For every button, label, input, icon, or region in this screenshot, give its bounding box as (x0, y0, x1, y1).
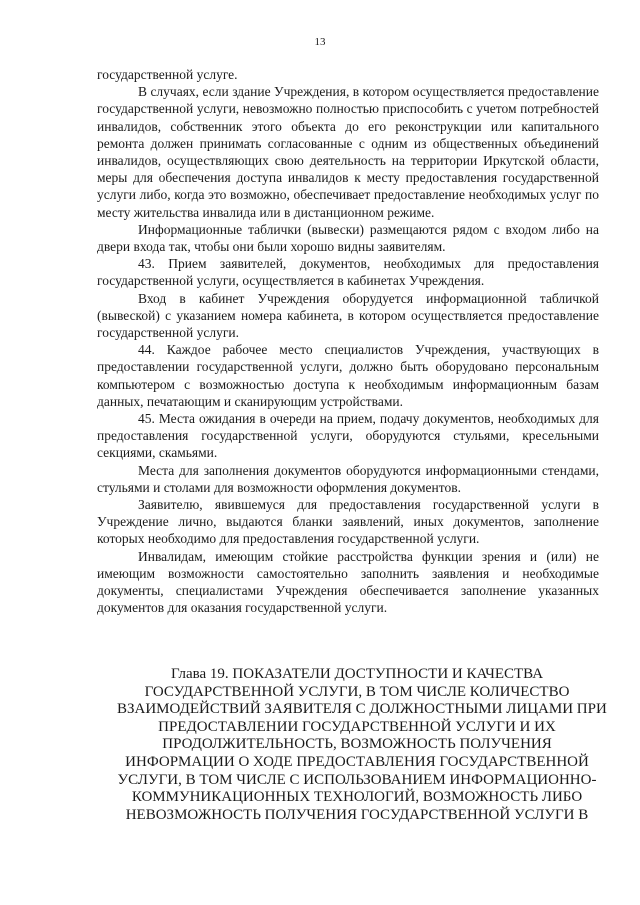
chapter-heading-line: УСЛУГИ, В ТОМ ЧИСЛЕ С ИСПОЛЬЗОВАНИЕМ ИНФОРМАЦИОННО- (117, 771, 597, 788)
paragraph-filling-places: Места для заполнения документов оборудуются информационными стендами, стульями и столами для возможности оформления документов. (97, 462, 599, 495)
paragraph-information-signs: Информационные таблички (вывески) размещаются рядом с входом либо на двери входа так, чтобы они были хорошо видны заявителям. (97, 221, 599, 255)
chapter-heading-line: ИНФОРМАЦИИ О ХОДЕ ПРЕДОСТАВЛЕНИЯ ГОСУДАРСТВЕННОЙ (125, 753, 589, 770)
paragraph-continuation: государственной услуге. (97, 67, 238, 82)
paragraph-item-45: 45. Места ожидания в очереди на прием, подачу документов, необходимых для предоставления государственной услуги, оборудуются стульями, кресельными секциями, скамьями. (97, 411, 599, 461)
paragraph-item-43: 43. Прием заявителей, документов, необходимых для предоставления государственной услуги, осуществляется в кабинетах Учреждения. (97, 256, 599, 289)
paragraph-accessibility-measures: В случаях, если здание Учреждения, в котором осуществляется предоставление государственной услуги, невозможно полностью приспособить с учетом потребностей инвалидов, собственник этого объекта до его реконструкции или капитального ремонта должен принимать согласованные с одним из общественных объединений инвалидов, осуществляющих свою деятельность на территории Иркутской области, меры для обеспечения доступа инвалидов к месту предоставления государственной услуги либо, когда это возможно, обеспечивает предоставление необходимых услуг по месту жительства инвалида или в дистанционном режиме. (97, 84, 599, 220)
paragraph-forms-issued: Заявителю, явившемуся для предоставления государственной услуги в Учреждение лично, выдаются бланки заявлений, иных документов, заполнение которых необходимо для предоставления государственной услуги. (97, 497, 599, 547)
chapter-heading-line: Глава 19. ПОКАЗАТЕЛИ ДОСТУПНОСТИ И КАЧЕСТВА (170, 666, 544, 682)
chapter-heading-line: НЕВОЗМОЖНОСТЬ ПОЛУЧЕНИЯ ГОСУДАРСТВЕННОЙ УСЛУГИ В (125, 806, 589, 823)
paragraph-visually-impaired: Инвалидам, имеющим стойкие расстройства функции зрения и (или) не имеющим возможности самостоятельно заполнить заявления и необходимые документы, специалистами Учреждения обеспечивается заполнение указанных документов для оказания государственной услуги. (97, 548, 599, 616)
chapter-heading-line: ВЗАИМОДЕЙСТВИЙ ЗАЯВИТЕЛЯ С ДОЛЖНОСТНЫМИ ЛИЦАМИ ПРИ (117, 701, 607, 718)
chapter-heading (117, 666, 607, 824)
paragraph-item-44: 44. Каждое рабочее место специалистов Учреждения, участвующих в предоставлении государственной услуги, должно быть оборудовано персональным компьютером с возможностью доступа к необходимым информационным базам данных, печатающим и сканирующим устройствами. (97, 342, 599, 409)
chapter-heading-line: ПРЕДОСТАВЛЕНИИ ГОСУДАРСТВЕННОЙ УСЛУГИ И ИХ (158, 718, 556, 735)
body-text (97, 66, 599, 617)
chapter-heading-line: ПРОДОЛЖИТЕЛЬНОСТЬ, ВОЗМОЖНОСТЬ ПОЛУЧЕНИЯ (162, 736, 552, 753)
chapter-heading-line: КОММУНИКАЦИОННЫХ ТЕХНОЛОГИЙ, ВОЗМОЖНОСТЬ ЛИБО (131, 789, 583, 806)
chapter-heading-line: ГОСУДАРСТВЕННОЙ УСЛУГИ, В ТОМ ЧИСЛЕ КОЛИЧЕСТВО (144, 683, 570, 700)
paragraph-cabinet-entrance: Вход в кабинет Учреждения оборудуется информационной табличкой (вывеской) с указанием номера кабинета, в котором осуществляется предоставление государственной услуги. (97, 290, 599, 341)
page-number: 13 (314, 36, 326, 48)
